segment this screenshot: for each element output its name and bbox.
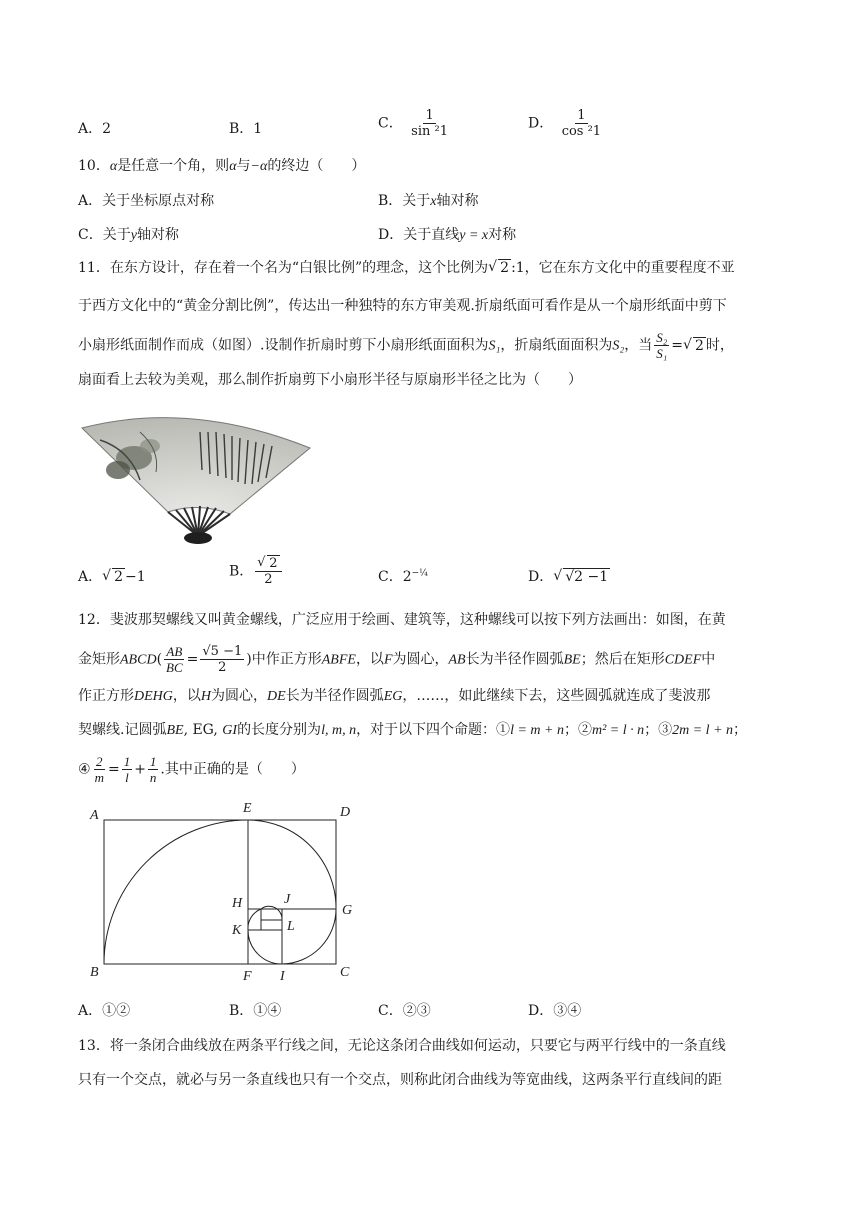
- option-text: C．关于: [78, 227, 131, 243]
- sqrt-expression: [488, 258, 511, 278]
- area-ratio-fraction: [654, 330, 669, 361]
- math-var: BE: [563, 652, 581, 668]
- arc-ik: [248, 930, 282, 964]
- q10-option-b: [378, 190, 479, 210]
- stem-text: 作正方形: [78, 688, 134, 704]
- fraction: [148, 754, 159, 785]
- q9-option-c-label: C．: [378, 115, 403, 132]
- point-label-k: K: [232, 923, 242, 938]
- math-var: −α: [250, 159, 268, 174]
- radicand: 2: [500, 260, 510, 276]
- equals-sign: =: [186, 651, 199, 668]
- option-label: B．: [229, 563, 254, 580]
- stem-text: ，以: [172, 688, 201, 704]
- radicand: 2: [269, 556, 278, 571]
- stem-text: )中作正方形: [246, 651, 322, 668]
- fraction-denominator: sin ²1: [411, 124, 448, 139]
- option-label: A．: [78, 569, 103, 585]
- stem-text: .其中正确的是（ ）: [160, 761, 305, 778]
- fraction: [122, 754, 133, 785]
- point-label-j: J: [284, 892, 291, 907]
- option-text: D．关于直线: [378, 227, 460, 243]
- option-text: 轴对称: [436, 193, 479, 209]
- q12-option-a: A．①②: [78, 1003, 131, 1019]
- q9-option-c-fraction: [409, 108, 450, 139]
- sqrt-expression: [553, 569, 610, 585]
- q11-option-c: [378, 566, 428, 586]
- stem-text: 契螺线.记圆弧: [78, 722, 167, 738]
- q12-line-1: 12．斐波那契螺线又叫黄金螺线，广泛应用于绘画、建筑等，这种螺线可以按下列方法画出：如图，在黄: [78, 612, 726, 628]
- math-expression: 2m = l + n: [672, 723, 734, 738]
- stem-text: ，当: [624, 337, 653, 354]
- stem-text: ④: [78, 761, 91, 778]
- math-var: DE: [267, 689, 286, 704]
- math-var: F: [383, 652, 393, 668]
- math-var: S₁: [488, 338, 501, 354]
- stem-text: ；: [733, 722, 748, 738]
- fraction-denominator: l: [125, 770, 129, 785]
- point-label-c: C: [340, 965, 350, 980]
- fan-handle: [184, 532, 212, 544]
- stem-text: 小扇形纸面制作而成（如图）.设制作折扇时剪下小扇形纸面面积为: [78, 337, 489, 354]
- arc-inner: [248, 909, 261, 930]
- stem-text: :1，它在东方文化中的重要程度不亚: [511, 260, 735, 276]
- stem-text: 金矩形: [78, 651, 120, 668]
- point-label-a: A: [90, 808, 99, 823]
- stem-text: 是任意一个角，则: [117, 158, 230, 174]
- rectangle-abcd: [104, 820, 336, 964]
- math-var: ABCD: [120, 652, 157, 668]
- math-var: x: [430, 194, 437, 209]
- point-label-d: D: [340, 805, 351, 820]
- point-label-l: L: [287, 919, 295, 934]
- question-number: 10．: [78, 158, 110, 174]
- stem-text: 11．在东方设计，存在着一个名为“白银比例”的理念，这个比例为: [78, 260, 489, 276]
- equals-sign: =: [671, 337, 683, 354]
- math-expression: l = m + n: [510, 723, 564, 738]
- q9-option-b: B．1: [229, 121, 263, 137]
- point-label-g: G: [342, 903, 353, 918]
- stem-text: 长为半径作圆弧: [465, 651, 564, 668]
- stem-text: 的终边（ ）: [267, 158, 366, 174]
- q10-stem: [78, 156, 784, 177]
- math-var: α: [109, 159, 118, 174]
- power-exponent: −¼: [411, 568, 428, 579]
- fraction-numerator: AB: [166, 644, 183, 659]
- option-label: D．: [528, 569, 554, 585]
- point-label-h: H: [232, 896, 243, 911]
- ratio-fraction: [164, 644, 185, 675]
- q9-option-c: [378, 108, 452, 139]
- q11-option-d: [528, 566, 610, 586]
- option-text: 对称: [488, 227, 517, 243]
- fraction-numerator: [255, 556, 281, 572]
- q11-line-2: 于西方文化中的“黄金分割比例”，传达出一种独特的东方审美观.折扇纸面可看作是从一个扇形纸面中剪下: [78, 298, 727, 314]
- q9-option-a: A．2: [78, 121, 112, 137]
- fraction-numerator: S₂: [656, 330, 668, 345]
- fraction-denominator: S₁: [656, 346, 668, 361]
- fraction-denominator: cos ²1: [561, 124, 602, 139]
- q10-option-c: [78, 224, 179, 244]
- fraction-numerator: 1: [425, 108, 434, 123]
- q11-line-3: [78, 330, 784, 361]
- stem-text: 与: [236, 158, 251, 174]
- arc-be: [104, 820, 248, 964]
- q9-option-d: [528, 108, 605, 139]
- arc-inner-2: [261, 906, 282, 920]
- q12-option-c: C．②③: [378, 1003, 431, 1019]
- fibonacci-spiral-diagram: [84, 800, 364, 984]
- equals-sign: =: [107, 761, 120, 778]
- option-text: 轴对称: [136, 227, 179, 243]
- q9-option-d-fraction: [560, 108, 603, 139]
- stem-text: ；②: [563, 722, 592, 738]
- math-var: α: [229, 159, 237, 174]
- option-text: −1: [125, 569, 146, 585]
- math-var: AB: [448, 652, 466, 668]
- arc-eg: [248, 820, 336, 909]
- stem-text: 的长度分别为: [237, 722, 322, 738]
- stem-text: ，以: [355, 651, 384, 668]
- arc-gi: [282, 909, 336, 964]
- math-var: H: [200, 689, 212, 704]
- point-label-e: E: [243, 801, 252, 816]
- q11-option-a: [78, 566, 146, 586]
- stem-text: 时，: [705, 337, 734, 354]
- q10-option-d: [378, 224, 516, 244]
- stem-text: ；然后在矩形: [580, 651, 665, 668]
- q12-line-2: 金矩形ABCD( $\frac{AB}{BC}$ = $\frac{√5 -1}{2}$ )中作正方形ABFE，以F为圆心，AB长为半径作圆弧BE；然后在矩形CDEF中: [78, 644, 716, 675]
- fraction-numerator: √5 −1: [202, 644, 243, 659]
- math-var: y: [130, 228, 137, 243]
- math-var: EG: [383, 689, 403, 704]
- q9-option-d-label: D．: [528, 115, 554, 132]
- radicand: 2: [114, 569, 124, 585]
- q12-line-4: [78, 720, 784, 741]
- power-base: 2: [402, 569, 412, 585]
- stem-text: ；③: [644, 722, 673, 738]
- math-var: GI: [222, 723, 238, 738]
- stem-text: 长为半径作圆弧: [285, 688, 384, 704]
- folding-fan-image: [80, 410, 312, 550]
- fraction-denominator: 2: [264, 572, 273, 587]
- q11-line-1: [78, 258, 784, 278]
- q12-option-b: B．①④: [229, 1003, 282, 1019]
- stem-text: 为圆心，: [211, 688, 268, 704]
- option-text: B．关于: [378, 193, 431, 209]
- stem-text: 为圆心，: [392, 651, 449, 668]
- q13-line-2: 只有一个交点，就必与另一条直线也只有一个交点，则称此闭合曲线为等宽曲线，这两条平行直线间的距: [78, 1072, 722, 1088]
- fraction-denominator: 2: [218, 660, 227, 675]
- stem-text: ，对于以下四个命题：①: [356, 722, 511, 738]
- math-var: BE: [166, 723, 184, 738]
- point-label-b: B: [90, 965, 99, 980]
- fraction-denominator: n: [149, 770, 157, 785]
- radicand: 2: [694, 337, 704, 354]
- q11-line-4: 扇面看上去较为美观，那么制作折扇剪下小扇形半径与原扇形半径之比为（ ）: [78, 372, 582, 388]
- fraction-denominator: m: [94, 770, 104, 785]
- fraction-numerator: 1: [577, 108, 586, 123]
- math-var: ABFE: [321, 652, 356, 668]
- sqrt-expression: [683, 336, 706, 356]
- point-label-i: I: [280, 969, 285, 984]
- fraction: [93, 754, 106, 785]
- stem-text: ，……，如此继续下去，这些圆弧就连成了斐波那: [402, 688, 711, 704]
- q13-line-1: 13．将一条闭合曲线放在两条平行线之间，无论这条闭合曲线如何运动，只要它与两平行线中的一条直线: [78, 1038, 726, 1054]
- plus-sign: +: [134, 761, 146, 778]
- math-expression: m² = l · n: [591, 723, 645, 738]
- stem-text: 中: [701, 651, 716, 668]
- math-expression: y = x: [459, 228, 489, 243]
- option-label: C．: [378, 569, 403, 585]
- fraction-numerator: 1: [149, 754, 157, 769]
- radicand: √2 −1: [565, 569, 609, 585]
- point-label-f: F: [243, 969, 252, 984]
- option-fraction: [255, 556, 281, 587]
- q10-option-a: A．关于坐标原点对称: [78, 193, 215, 209]
- q12-line-5: [78, 754, 784, 785]
- math-var: DEHG: [134, 689, 173, 704]
- stem-text: , EG,: [183, 722, 223, 738]
- math-var: S₂: [612, 338, 625, 354]
- fraction-denominator: BC: [166, 660, 183, 675]
- stem-text: ，折扇纸面面积为: [500, 337, 613, 354]
- fraction-numerator: 2: [96, 754, 103, 769]
- q12-line-3: [78, 686, 784, 707]
- q11-option-b: [229, 556, 284, 587]
- sqrt-expression: [102, 569, 125, 585]
- golden-ratio-fraction: [200, 644, 244, 675]
- math-var: CDEF: [664, 652, 702, 668]
- math-var: l, m, n: [321, 723, 357, 738]
- q12-option-d: D．③④: [528, 1003, 582, 1019]
- fraction-numerator: 1: [123, 754, 131, 769]
